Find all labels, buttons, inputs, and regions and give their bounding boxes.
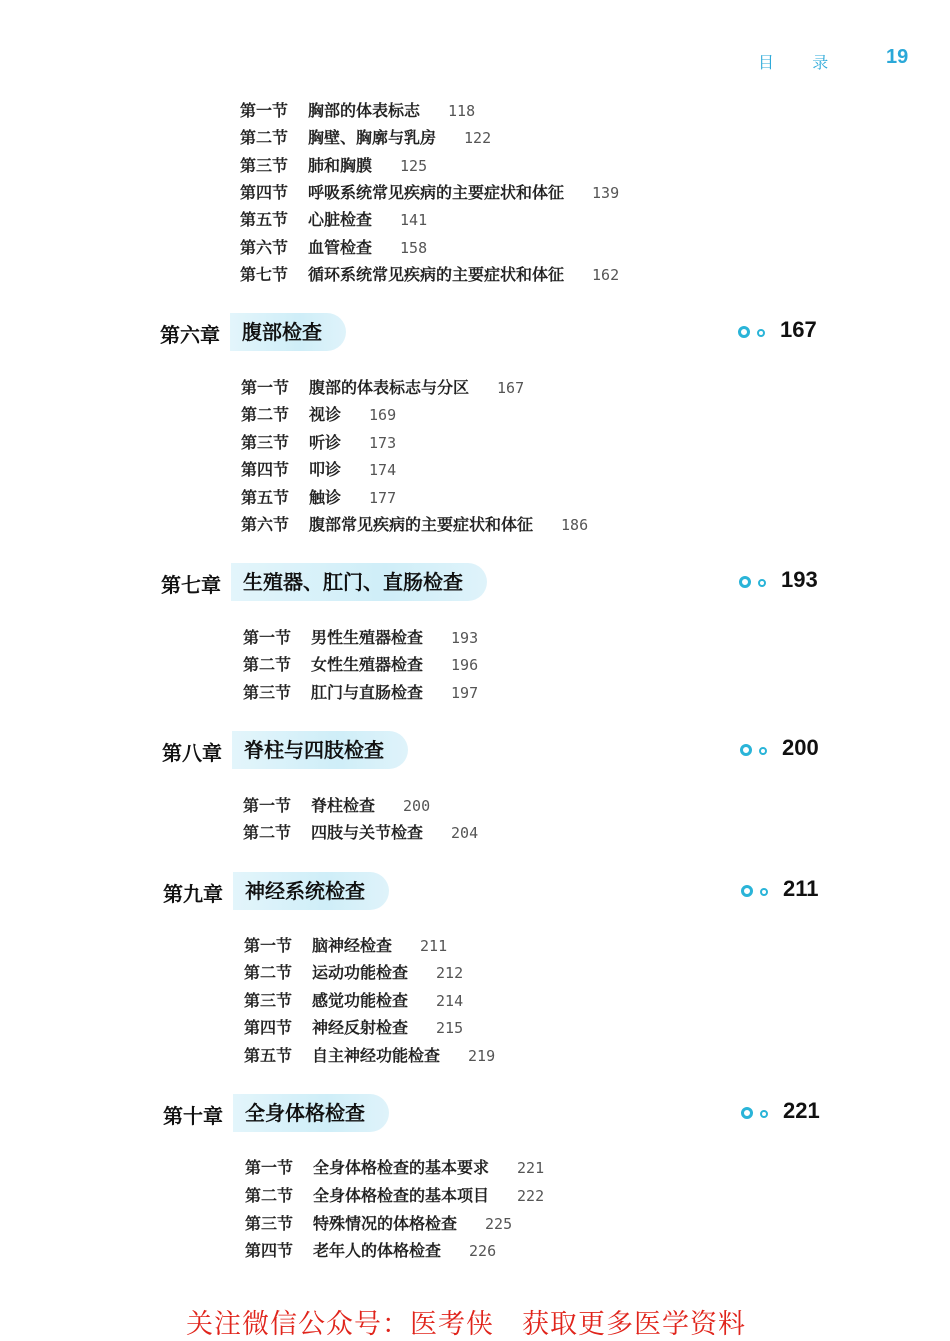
section-number: 第四节 xyxy=(244,1018,293,1037)
section-page-number: 118 xyxy=(448,102,476,120)
toc-section-entry[interactable] xyxy=(240,125,491,151)
toc-section-entry[interactable] xyxy=(245,1155,544,1181)
chapter-heading[interactable] xyxy=(162,731,862,771)
toc-section-entry[interactable] xyxy=(243,820,478,846)
section-title: 腹部的体表标志与分区 xyxy=(309,378,470,397)
section-number: 第一节 xyxy=(243,796,292,815)
header-title xyxy=(758,50,828,73)
chapter-heading[interactable] xyxy=(161,563,861,603)
header-title-char-1: 目 xyxy=(758,53,775,72)
toc-section-entry[interactable] xyxy=(240,207,427,233)
toc-section-entry[interactable] xyxy=(243,652,478,678)
section-title: 胸部的体表标志 xyxy=(308,101,421,120)
section-page-number: 219 xyxy=(468,1047,496,1065)
section-number: 第一节 xyxy=(243,628,292,647)
toc-section-entry[interactable] xyxy=(240,180,619,206)
toc-section-entry[interactable] xyxy=(240,262,619,288)
toc-section-entry[interactable] xyxy=(244,960,463,986)
section-number: 第四节 xyxy=(241,460,290,479)
toc-section-entry[interactable] xyxy=(241,430,396,456)
section-number: 第一节 xyxy=(241,378,290,397)
toc-section-entry[interactable] xyxy=(241,485,396,511)
section-title: 呼吸系统常见疾病的主要症状和体征 xyxy=(308,183,565,202)
chapter-page-number: 221 xyxy=(783,1098,820,1123)
chapter-number: 第九章 xyxy=(163,882,223,906)
toc-section-entry[interactable] xyxy=(240,153,427,179)
section-title: 神经反射检查 xyxy=(312,1018,409,1037)
section-number: 第二节 xyxy=(243,823,292,842)
section-page-number: 139 xyxy=(592,184,620,202)
section-title: 肺和胸膜 xyxy=(308,156,373,175)
section-number: 第三节 xyxy=(245,1214,294,1233)
chapter-heading[interactable] xyxy=(163,872,863,912)
section-page-number: 177 xyxy=(369,489,397,507)
toc-section-entry[interactable] xyxy=(245,1211,512,1237)
chapter-title: 生殖器、肛门、直肠检查 xyxy=(231,563,487,601)
chapter-title: 腹部检查 xyxy=(230,313,346,351)
section-number: 第七节 xyxy=(240,265,289,284)
section-page-number: 141 xyxy=(400,211,428,229)
section-title: 脑神经检查 xyxy=(312,936,393,955)
toc-section-entry[interactable] xyxy=(241,457,396,483)
toc-section-entry[interactable] xyxy=(241,512,588,538)
section-title: 血管检查 xyxy=(308,238,373,257)
section-number: 第三节 xyxy=(240,156,289,175)
section-number: 第二节 xyxy=(245,1186,294,1205)
section-page-number: 158 xyxy=(400,239,428,257)
section-title: 叩诊 xyxy=(309,460,342,479)
section-title: 腹部常见疾病的主要症状和体征 xyxy=(309,515,534,534)
section-title: 女性生殖器检查 xyxy=(311,655,424,674)
section-number: 第五节 xyxy=(240,210,289,229)
chapter-page-number: 200 xyxy=(782,735,819,760)
decorative-dots-icon xyxy=(741,885,771,899)
toc-section-entry[interactable] xyxy=(244,1043,495,1069)
chapter-heading[interactable] xyxy=(163,1094,863,1134)
header-title-char-2: 录 xyxy=(812,53,829,72)
chapter-page-number: 167 xyxy=(780,317,817,342)
section-title: 运动功能检查 xyxy=(312,963,409,982)
section-page-number: 200 xyxy=(403,797,431,815)
section-page-number: 122 xyxy=(464,129,492,147)
chapter-number: 第六章 xyxy=(160,323,220,347)
section-page-number: 174 xyxy=(369,461,397,479)
section-number: 第二节 xyxy=(241,405,290,424)
section-number: 第三节 xyxy=(241,433,290,452)
section-number: 第一节 xyxy=(240,101,289,120)
footer-promo-note: 关注微信公众号：医考侠 获取更多医学资料 xyxy=(186,1309,746,1340)
section-number: 第五节 xyxy=(241,488,290,507)
section-number: 第五节 xyxy=(244,1046,293,1065)
section-number: 第二节 xyxy=(243,655,292,674)
section-page-number: 197 xyxy=(451,684,479,702)
chapter-page-number: 211 xyxy=(783,876,819,901)
chapter-number: 第八章 xyxy=(162,741,222,765)
section-page-number: 186 xyxy=(561,516,589,534)
section-title: 听诊 xyxy=(309,433,342,452)
section-page-number: 204 xyxy=(451,824,479,842)
section-title: 循环系统常见疾病的主要症状和体征 xyxy=(308,265,565,284)
section-title: 感觉功能检查 xyxy=(312,991,409,1010)
section-page-number: 196 xyxy=(451,656,479,674)
section-number: 第二节 xyxy=(244,963,293,982)
toc-section-entry[interactable] xyxy=(241,375,524,401)
toc-section-entry[interactable] xyxy=(240,235,427,261)
toc-section-entry[interactable] xyxy=(241,402,396,428)
section-page-number: 162 xyxy=(592,266,620,284)
toc-section-entry[interactable] xyxy=(245,1183,544,1209)
section-title: 自主神经功能检查 xyxy=(312,1046,441,1065)
decorative-dots-icon xyxy=(740,744,770,758)
section-title: 胸壁、胸廓与乳房 xyxy=(308,128,437,147)
chapter-number: 第七章 xyxy=(161,573,221,597)
chapter-heading[interactable] xyxy=(160,313,860,353)
section-page-number: 173 xyxy=(369,434,397,452)
toc-section-entry[interactable] xyxy=(240,98,475,124)
section-title: 男性生殖器检查 xyxy=(311,628,424,647)
section-number: 第四节 xyxy=(245,1241,294,1260)
section-page-number: 167 xyxy=(497,379,525,397)
section-page-number: 193 xyxy=(451,629,479,647)
section-page-number: 212 xyxy=(436,964,464,982)
section-number: 第二节 xyxy=(240,128,289,147)
section-number: 第六节 xyxy=(240,238,289,257)
section-number: 第一节 xyxy=(245,1158,294,1177)
section-number: 第三节 xyxy=(243,683,292,702)
header-page-number: 19 xyxy=(886,46,909,68)
section-page-number: 226 xyxy=(469,1242,497,1260)
section-page-number: 211 xyxy=(420,937,448,955)
section-page-number: 221 xyxy=(517,1159,545,1177)
section-title: 四肢与关节检查 xyxy=(311,823,424,842)
decorative-dots-icon xyxy=(738,326,768,340)
section-title: 触诊 xyxy=(309,488,342,507)
chapter-title: 神经系统检查 xyxy=(233,872,389,910)
section-title: 肛门与直肠检查 xyxy=(311,683,424,702)
toc-section-entry[interactable] xyxy=(244,1015,463,1041)
section-title: 视诊 xyxy=(309,405,342,424)
section-page-number: 214 xyxy=(436,992,464,1010)
decorative-dots-icon xyxy=(741,1107,771,1121)
chapter-page-number: 193 xyxy=(781,567,818,592)
section-title: 老年人的体格检查 xyxy=(313,1241,442,1260)
chapter-title: 全身体格检查 xyxy=(233,1094,389,1132)
section-page-number: 125 xyxy=(400,157,428,175)
chapter-number: 第十章 xyxy=(163,1104,223,1128)
section-page-number: 222 xyxy=(517,1187,545,1205)
decorative-dots-icon xyxy=(739,576,769,590)
toc-section-entry[interactable] xyxy=(245,1238,496,1264)
section-title: 全身体格检查的基本要求 xyxy=(313,1158,490,1177)
section-number: 第一节 xyxy=(244,936,293,955)
section-page-number: 169 xyxy=(369,406,397,424)
section-number: 第六节 xyxy=(241,515,290,534)
toc-section-entry[interactable] xyxy=(243,793,430,819)
section-page-number: 215 xyxy=(436,1019,464,1037)
section-number: 第三节 xyxy=(244,991,293,1010)
section-number: 第四节 xyxy=(240,183,289,202)
section-title: 特殊情况的体格检查 xyxy=(313,1214,458,1233)
toc-section-entry[interactable] xyxy=(244,933,447,959)
running-header xyxy=(758,48,918,72)
toc-section-entry[interactable] xyxy=(243,625,478,651)
section-title: 脊柱检查 xyxy=(311,796,376,815)
section-title: 全身体格检查的基本项目 xyxy=(313,1186,490,1205)
chapter-title: 脊柱与四肢检查 xyxy=(232,731,408,769)
toc-section-entry[interactable] xyxy=(243,680,478,706)
toc-section-entry[interactable] xyxy=(244,988,463,1014)
section-page-number: 225 xyxy=(485,1215,513,1233)
section-title: 心脏检查 xyxy=(308,210,373,229)
